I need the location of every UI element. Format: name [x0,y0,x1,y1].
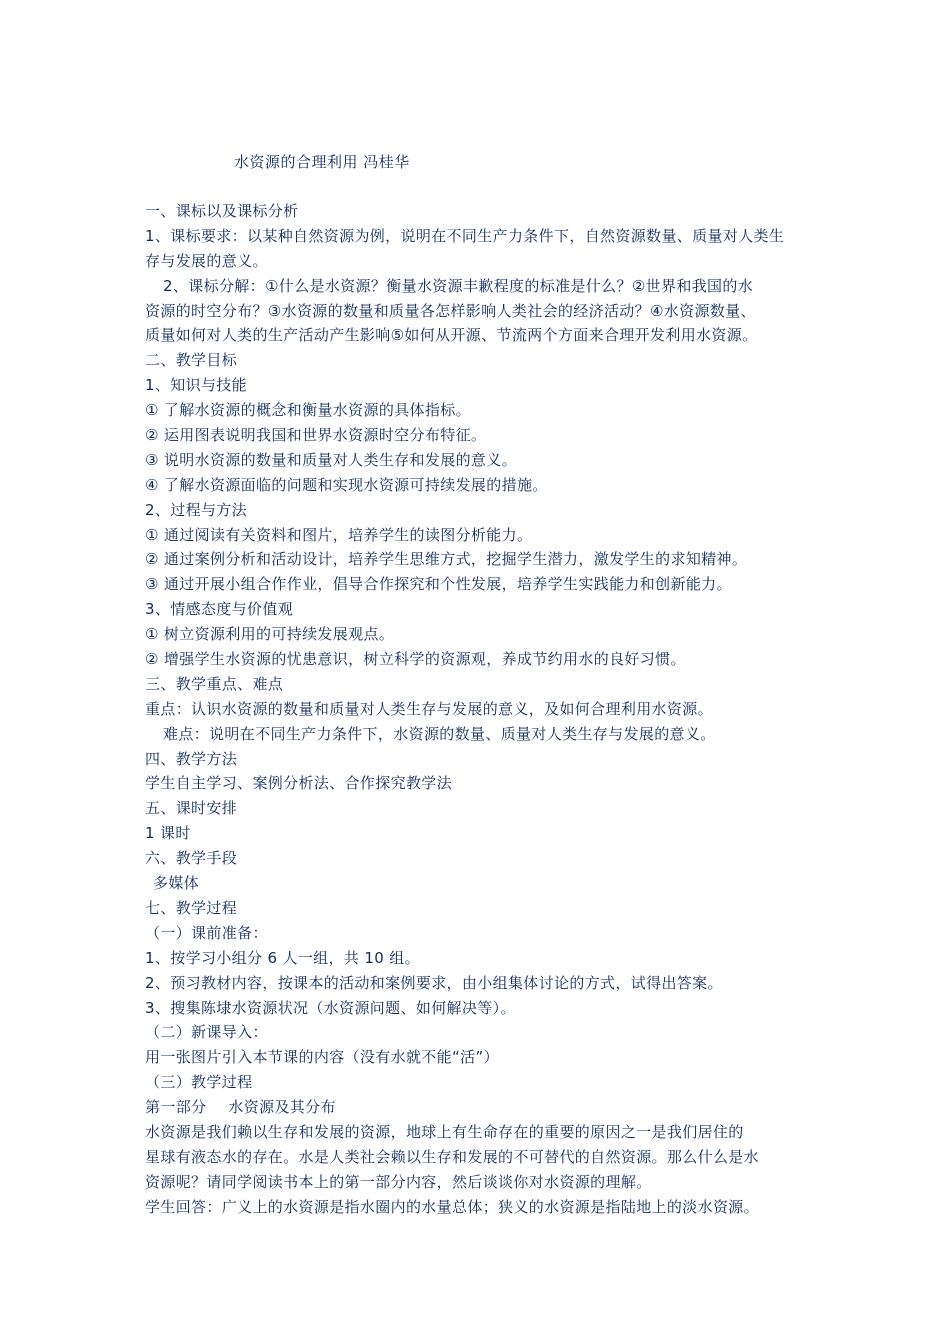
subsection-heading: （三）教学过程 [145,1073,253,1092]
section-heading: 一、课标以及课标分析 [145,202,299,220]
paragraph-line: 存与发展的意义。 [145,251,268,270]
list-item: 1、按学习小组分 6 人一组，共 10 组。 [145,948,420,967]
list-item: ① 树立资源利用的可持续发展观点。 [145,625,395,644]
list-item: ② 通过案例分析和活动设计，培养学生思维方式，挖掘学生潜力，激发学生的求知精神。 [145,550,748,569]
list-item: ④ 了解水资源面临的问题和实现水资源可持续发展的措施。 [145,475,548,494]
section-heading: 七、教学过程 [145,898,238,917]
list-item: ③ 说明水资源的数量和质量对人类生存和发展的意义。 [145,450,517,469]
list-item: 3、搜集陈埭水资源状况（水资源问题、如何解决等）。 [145,998,516,1017]
subsection-heading: 1、知识与技能 [145,376,247,395]
section-heading: 二、教学目标 [145,351,238,370]
document-title: 水资源的合理利用 冯桂华 [234,153,410,171]
subsection-heading: 2、过程与方法 [145,500,247,519]
paragraph-line: 2、课标分解：①什么是水资源？衡量水资源丰歉程度的标准是什么？②世界和我国的水 [163,276,754,295]
paragraph-line: 用一张图片引入本节课的内容（没有水就不能“活”） [145,1048,499,1067]
part-heading-line [145,1095,815,1120]
part-label: 第一部分 [145,1098,207,1117]
paragraph-line: 多媒体 [153,874,200,893]
section-heading: 六、教学手段 [145,849,238,868]
section-heading: 三、教学重点、难点 [145,674,284,693]
list-item: ① 通过阅读有关资料和图片，培养学生的读图分析能力。 [145,525,533,544]
paragraph-line: 质量如何对人类的生产活动产生影响⑤如何从开源、节流两个方面来合理开发利用水资源。 [145,326,758,345]
paragraph-line: 重点：认识水资源的数量和质量对人类生存与发展的意义，及如何合理利用水资源。 [145,699,713,718]
section-heading: 五、课时安排 [145,799,238,818]
paragraph-line: 资源的时空分布？③水资源的数量和质量各怎样影响人类社会的经济活动？④水资源数量、 [145,301,756,320]
list-item: ② 增强学生水资源的忧患意识，树立科学的资源观，养成节约用水的良好习惯。 [145,650,686,669]
subsection-heading: （二）新课导入： [145,1023,268,1042]
paragraph-line: 学生自主学习、案例分析法、合作探究教学法 [145,774,453,793]
subsection-heading: （一）课前准备： [145,923,268,942]
paragraph-line: 资源呢？请同学阅读书本上的第一部分内容，然后谈谈你对水资源的理解。 [145,1172,652,1191]
subsection-heading: 3、情感态度与价值观 [145,600,294,619]
part-title: 水资源及其分布 [228,1098,336,1117]
paragraph-line: 1 课时 [145,824,191,843]
document-body [145,199,815,1220]
list-item: ③ 通过开展小组合作作业，倡导合作探究和个性发展，培养学生实践能力和创新能力。 [145,575,732,594]
section-heading: 四、教学方法 [145,749,238,768]
paragraph-line: 星球有液态水的存在。水是人类社会赖以生存和发展的不可替代的自然资源。那么什么是水 [145,1147,760,1166]
paragraph-line: 难点：说明在不同生产力条件下，水资源的数量、质量对人类生存与发展的意义。 [163,724,716,743]
paragraph-line: 学生回答：广义上的水资源是指水圈内的水量总体；狭义的水资源是指陆地上的淡水资源。 [145,1197,760,1216]
list-item: ② 运用图表说明我国和世界水资源时空分布特征。 [145,426,487,445]
list-item: 2、预习教材内容，按课本的活动和案例要求，由小组集体讨论的方式，试得出答案。 [145,973,723,992]
paragraph-line: 水资源是我们赖以生存和发展的资源，地球上有生命存在的重要的原因之一是我们居住的 [145,1122,744,1141]
paragraph-line: 1、课标要求：以某种自然资源为例，说明在不同生产力条件下，自然资源数量、质量对人类生 [145,226,785,245]
list-item: ① 了解水资源的概念和衡量水资源的具体指标。 [145,401,471,420]
